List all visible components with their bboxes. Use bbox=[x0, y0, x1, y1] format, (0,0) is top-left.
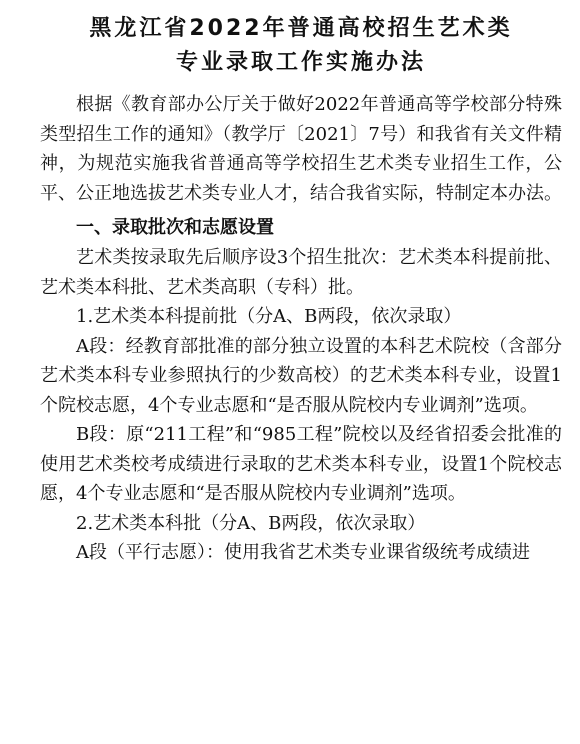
item1-segment-b: B段：原“211工程”和“985工程”院校以及经省招委会批准的使用艺术类校考成绩进行录取的艺术类本科专业，设置1个院校志愿，4个专业志愿和“是否服从院校内专业调剂”选项。 bbox=[40, 424, 562, 504]
item1-segment-a: A段：经教育部批准的部分独立设置的本科艺术院校（含部分艺术类本科专业参照执行的少数高校）的艺术类本科专业，设置1个院校志愿，4个专业志愿和“是否服从院校内专业调剂”选项。 bbox=[40, 335, 562, 416]
intro-paragraph: 根据《教育部办公厅关于做好2022年普通高等学校部分特殊类型招生工作的通知》（教学厅〔2021〕7号）和我省有关文件精神，为规范实施我省普通高等学校招生艺术类专业招生工作，公平、公正地选拔艺术类专业人才，结合我省实际，特制定本办法。 bbox=[40, 94, 562, 204]
document-title-line2: 专业录取工作实施办法 bbox=[175, 50, 426, 75]
item1-heading: 1.艺术类本科提前批（分A、B两段，依次录取） bbox=[76, 306, 462, 327]
document-title-line1: 黑龙江省2022年普通高校招生艺术类 bbox=[89, 16, 513, 41]
section1-paragraph: 艺术类按录取先后顺序设3个招生批次：艺术类本科提前批、艺术类本科批、艺术类高职（专科）批。 bbox=[40, 247, 562, 298]
item2-heading: 2.艺术类本科批（分A、B两段，依次录取） bbox=[76, 512, 426, 534]
section1-heading: 一、录取批次和志愿设置 bbox=[76, 217, 274, 238]
item2-segment-a: A段（平行志愿）：使用我省艺术类专业课省级统考成绩进 bbox=[76, 542, 530, 563]
